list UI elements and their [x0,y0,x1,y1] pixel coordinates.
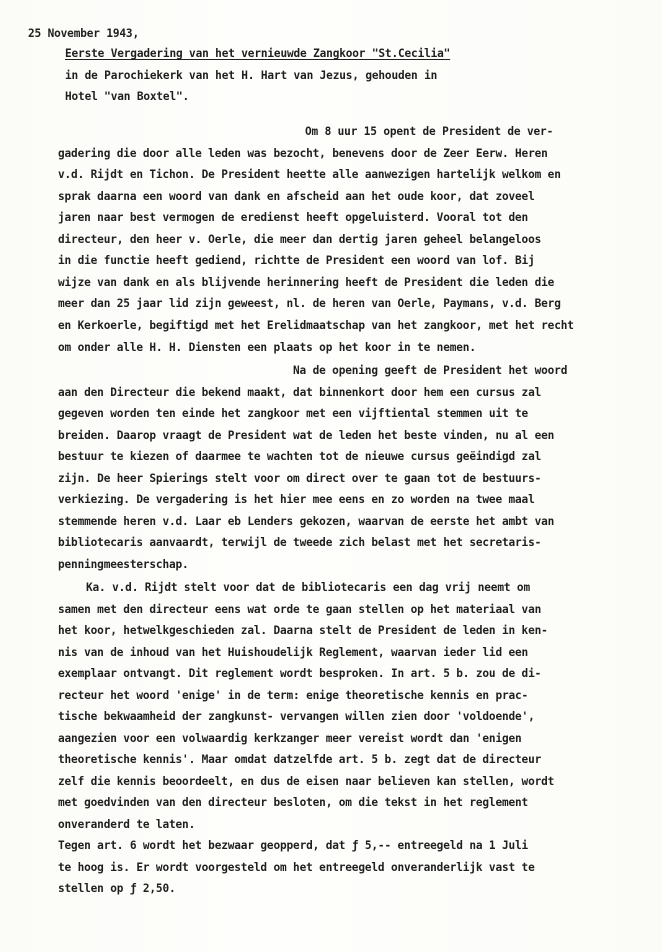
paragraph-line: stellen op ƒ 2,50. [58,882,176,895]
paragraph-line: sprak daarna een woord van dank en afscheid aan het oude koor, dat zoveel [58,189,535,203]
paragraph-line: nis van de inhoud van het Huishoudelijk Reglement, waarvan ieder lid een [58,645,529,659]
paragraph-line: directeur, den heer v. Oerle, die meer dan dertig jaren geheel belangeloos [58,232,542,246]
paragraph-line: recteur het woord 'enige' in de term: enige theoretische kennis en prac- [58,688,529,702]
header-line: in de Parochiekerk van het H. Hart van Jezus, gehouden in [65,69,438,82]
paragraph-line: Ka. v.d. Rijdt stelt voor dat de bibliotecaris een dag vrij neemt om [86,581,530,594]
paragraph-line: te hoog is. Er wordt voorgesteld om het entreegeld onveranderlijk vast te [58,860,535,874]
paragraph-line: tische bekwaamheid der zangkunst- vervangen willen zien door 'voldoende', [58,710,535,723]
paragraph-line: Na de opening geeft de President het woord [293,364,568,377]
paragraph-line: bestuur te kiezen of daarmee te wachten tot de nieuwe cursus geëindigd zal [58,450,542,464]
header-title: Eerste Vergadering van het vernieuwde Zangkoor "St.Cecilia" [65,47,451,60]
paragraph-line: wijze van dank en als blijvende herinnering heeft de President die leden die [58,275,555,289]
paragraph-line: zelf die kennis beoordeelt, en dus de eisen naar believen kan stellen, wordt [58,774,555,788]
paragraph-line: Tegen art. 6 wordt het bezwaar geopperd, dat ƒ 5,-- entreegeld na 1 Juli [58,839,529,852]
paragraph-line: in die functie heeft gediend, richtte de President een woord van lof. Bij [58,254,535,268]
paragraph-line: bibliotecaris aanvaardt, terwijl de tweede zich belast met het secretaris- [58,536,542,550]
paragraph-line: stemmende heren v.d. Laar eb Lenders gekozen, waarvan de eerste het ambt van [58,514,555,528]
paragraph-line: Om 8 uur 15 opent de President de ver- [305,125,554,138]
paragraph-line: v.d. Rijdt en Tichon. De President heette alle aanwezigen hartelijk welkom en [58,168,561,182]
paragraph-line: aan den Directeur die bekend maakt, dat binnenkort door hem een cursus zal [58,385,542,399]
paragraph-line: het koor, hetwelkgeschieden zal. Daarna stelt de President de leden in ken- [58,624,548,637]
paragraph-line: gegeven worden ten einde het zangkoor met een vijftiental stemmen uit te [58,407,529,421]
paragraph-line: exemplaar ontvangt. Dit reglement wordt besproken. In art. 5 b. zou de di- [58,667,542,680]
header-line: Hotel "van Boxtel". [65,90,190,103]
paragraph-line: gadering die door alle leden was bezocht, benevens door de Zeer Eerw. Heren [58,146,548,160]
paragraph-line: jaren naar best vermogen de eredienst heeft opgeluisterd. Vooral tot den [58,211,529,225]
paragraph-line: samen met den directeur eens wat orde te gaan stellen op het materiaal van [58,602,542,616]
paragraph-line: onveranderd te laten. [58,817,196,831]
date-line: 25 November 1943, [28,27,139,40]
paragraph-line: zijn. De heer Spierings stelt voor om direct over te gaan tot de bestuurs- [58,471,542,485]
paragraph-line: verkiezing. De vergadering is het hier mee eens en zo worden na twee maal [58,493,535,507]
paragraph-line: en Kerkoerle, begiftigd met het Erelidmaatschap van het zangkoor, met het recht [58,318,574,332]
paragraph-line: aangezien voor een volwaardig kerkzanger meer vereist wordt dan 'enigen [58,731,522,745]
paragraph-line: met goedvinden van den directeur besloten, om die tekst in het reglement [58,796,529,809]
paragraph-line: breiden. Daarop vraagt de President wat de leden het beste vinden, nu al een [58,428,555,442]
paragraph-line: meer dan 25 jaar lid zijn geweest, nl. de heren van Oerle, Paymans, v.d. Berg [58,297,561,311]
paragraph-line: penningmeesterschap. [58,557,189,571]
paragraph-line: theoretische kennis'. Maar omdat datzelfde art. 5 b. zegt dat de directeur [58,753,542,766]
paragraph-line: om onder alle H. H. Diensten een plaats op het koor in te nemen. [58,340,476,354]
